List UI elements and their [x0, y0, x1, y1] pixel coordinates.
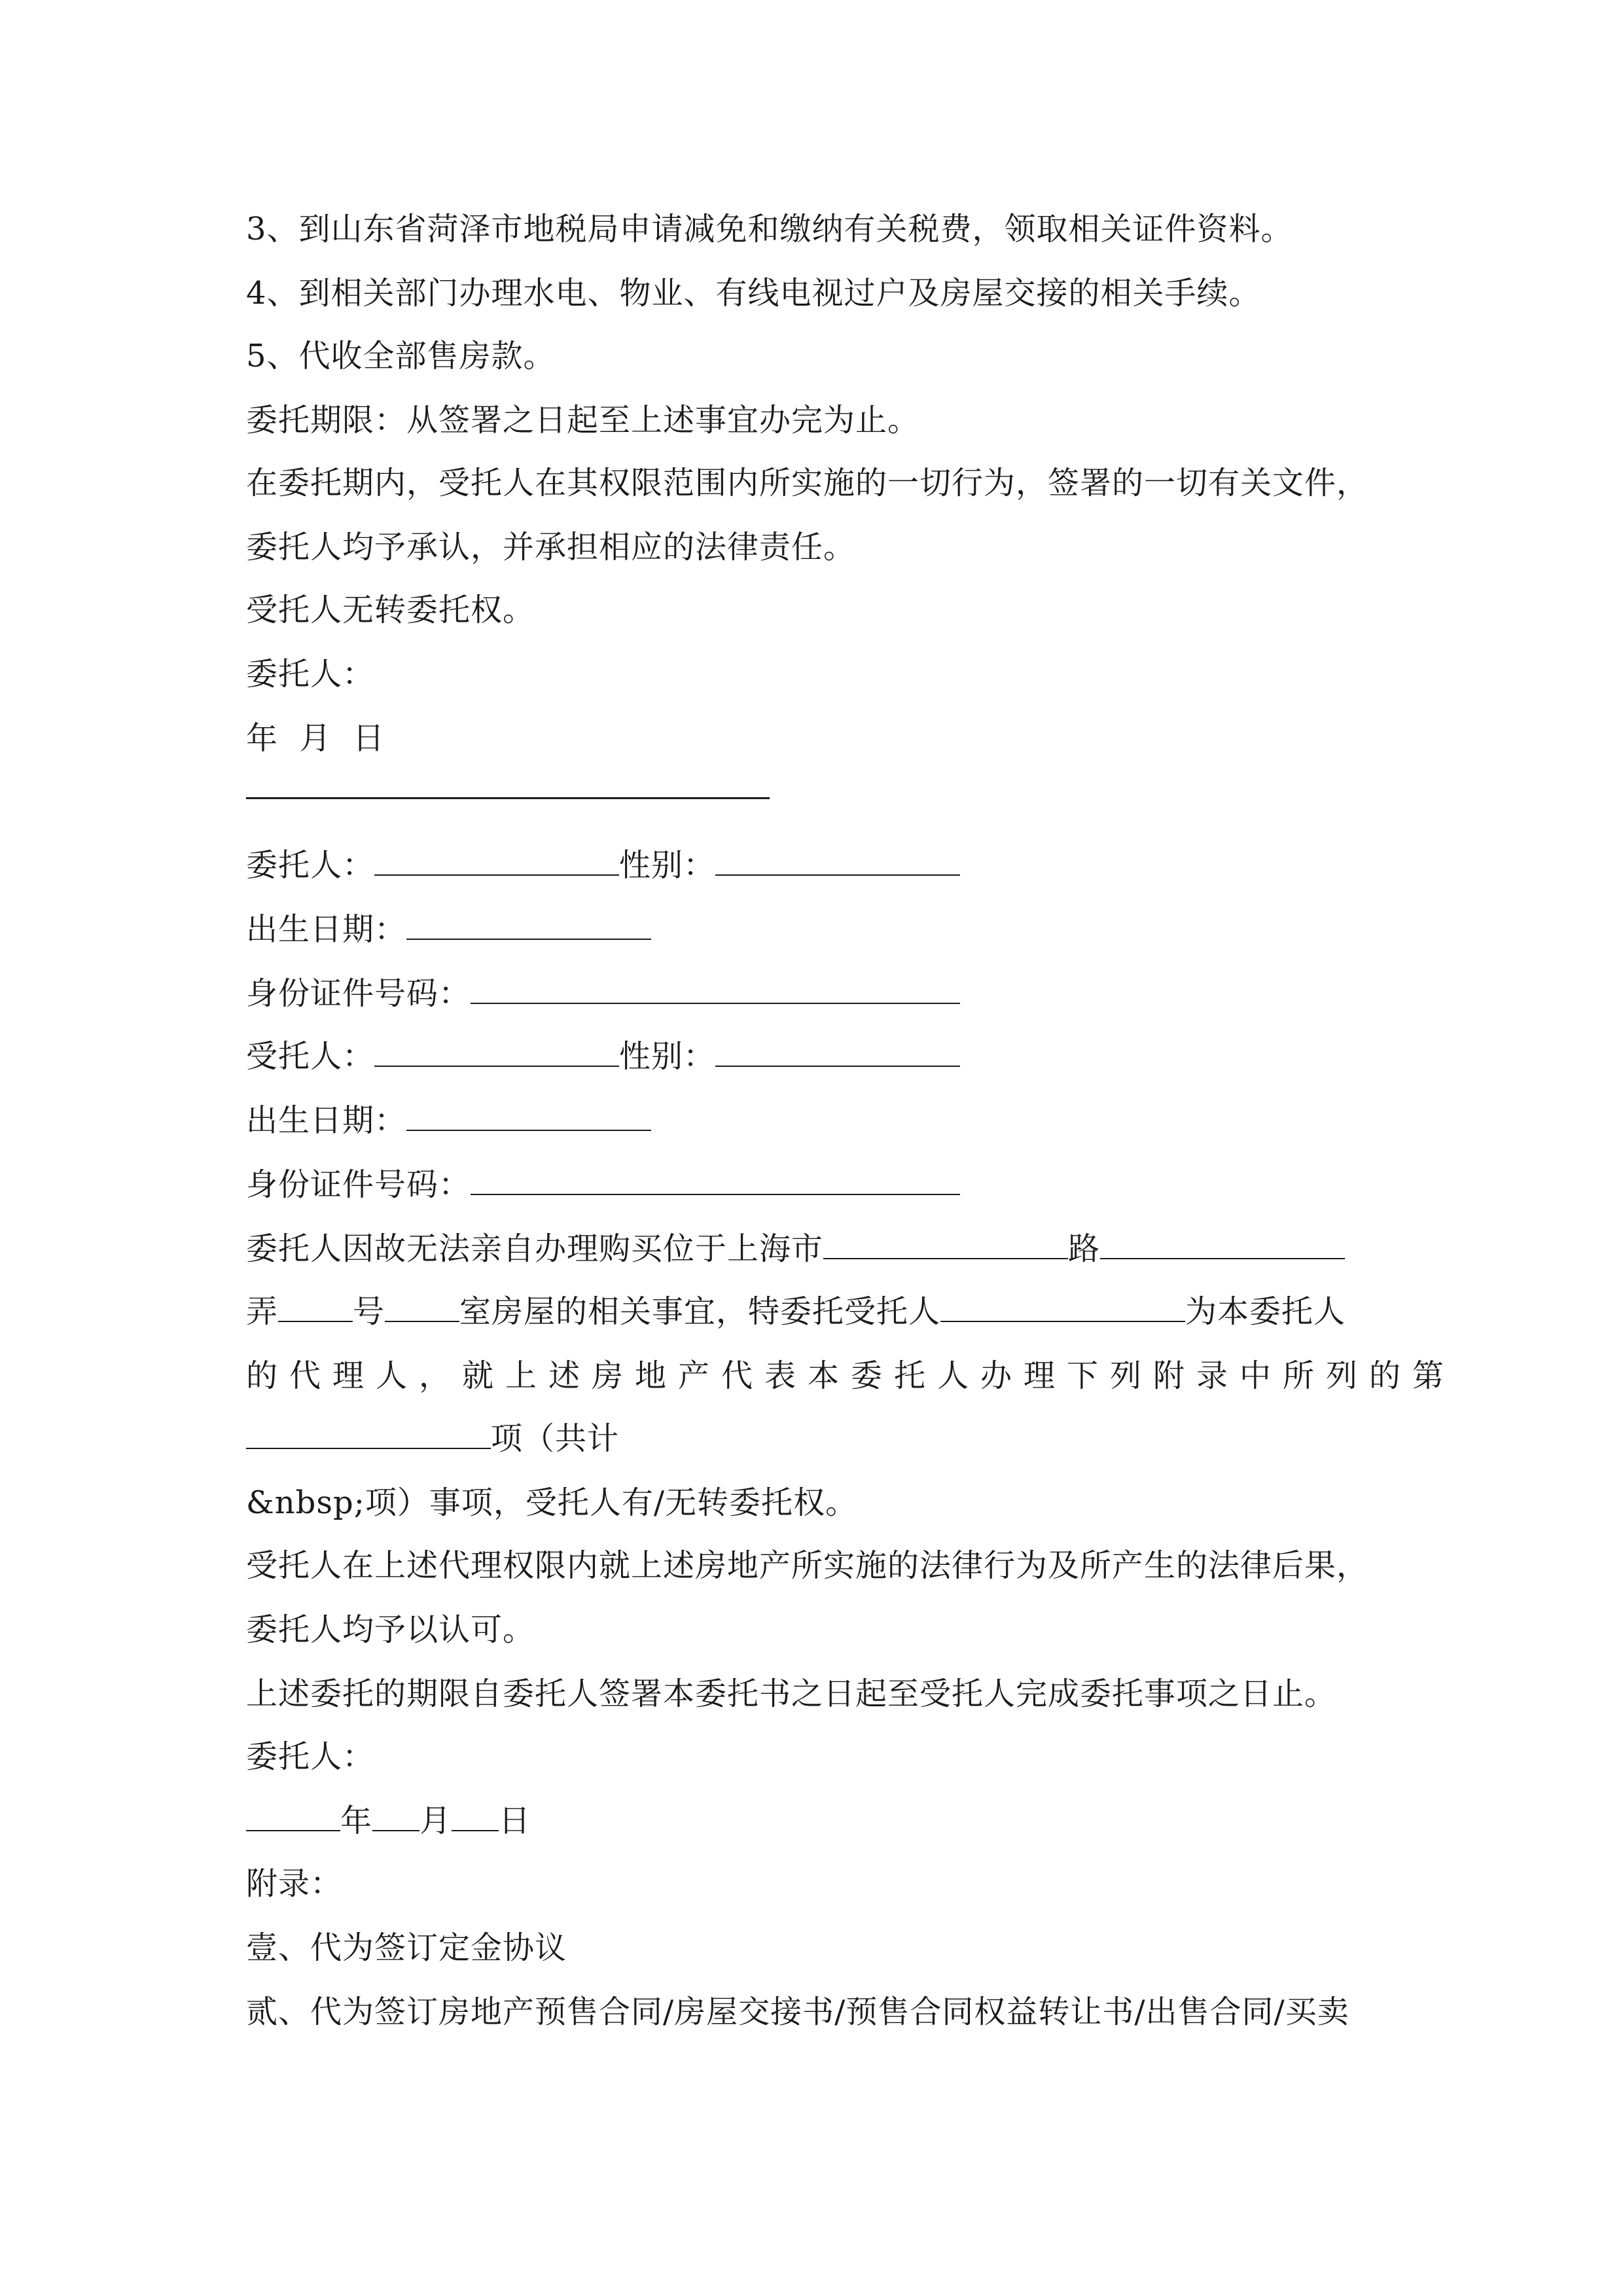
form-principal-id-row: [246, 974, 960, 1013]
form-agent-id-row: [246, 1165, 960, 1204]
principal-id-field[interactable]: [471, 974, 960, 1004]
date-line: [246, 719, 385, 758]
acknowledge-line-2: 委托人均予承认，并承担相应的法律责任。: [246, 529, 856, 565]
form-agent-row: [246, 1037, 960, 1076]
principal-signature-label-2: 委托人：: [246, 1738, 375, 1775]
appendix-item-1: 壹、代为签订定金协议: [246, 1929, 567, 1966]
agent-gender-label: 性别：: [619, 1038, 716, 1075]
day-label: 日: [499, 1803, 531, 1839]
principal-name-field[interactable]: [374, 846, 619, 876]
item-4: 4、到相关部门办理水电、物业、有线电视过户及房屋交接的相关手续。: [246, 275, 1261, 312]
para2-text-a: 委托人因故无法亲自办理购买位于上海市: [246, 1230, 824, 1267]
agent-birth-field[interactable]: [406, 1101, 651, 1131]
para2-line-2: [246, 1292, 1346, 1331]
principal-label: 委托人：: [246, 847, 375, 884]
acknowledge-line-1: 在委托期内，受托人在其权限范围内所实施的一切行为，签署的一切有关文件，: [246, 465, 1369, 501]
year-label: 年: [340, 1803, 373, 1839]
para2-line-1: [246, 1229, 1345, 1268]
birth-label: 出生日期：: [246, 911, 407, 948]
term-line: 委托期限：从签署之日起至上述事宜办完为止。: [246, 402, 920, 439]
agent-name-field[interactable]: [374, 1037, 619, 1067]
agent-id-label: 身份证件号码：: [246, 1166, 471, 1203]
gender-label: 性别：: [619, 847, 716, 884]
agent-gender-field[interactable]: [715, 1037, 960, 1067]
principal-birth-field[interactable]: [406, 910, 651, 940]
para4-line: 上述委托的期限自委托人签署本委托书之日起至受托人完成委托事项之日止。: [246, 1676, 1337, 1712]
date-line-2: [246, 1801, 531, 1840]
road-field[interactable]: [823, 1229, 1068, 1259]
date-text: 年 月 日: [246, 720, 385, 757]
agent-id-field[interactable]: [471, 1165, 960, 1195]
agent-label: 受托人：: [246, 1038, 375, 1075]
year-field[interactable]: [246, 1801, 340, 1831]
item-5: 5、代收全部售房款。: [246, 338, 556, 374]
room-text: 室房屋的相关事宜，特委托受托人: [459, 1293, 941, 1330]
para2-road-label: 路: [1068, 1230, 1101, 1267]
month-field[interactable]: [372, 1801, 419, 1831]
principal-signature-label: 委托人：: [246, 656, 375, 692]
items-field[interactable]: [246, 1419, 491, 1449]
number-label: 号: [353, 1293, 385, 1330]
appendix-item-2: 贰、代为签订房地产预售合同/房屋交接书/预售合同权益转让书/出售合同/买卖: [246, 1994, 1349, 2030]
id-label: 身份证件号码：: [246, 975, 471, 1012]
principal-gender-field[interactable]: [715, 846, 960, 876]
month-label: 月: [419, 1803, 452, 1839]
no-transfer-line: 受托人无转委托权。: [246, 592, 535, 628]
para2-line-4: [246, 1419, 619, 1458]
day-field[interactable]: [452, 1801, 499, 1831]
para3-line-2: 委托人均予以认可。: [246, 1611, 535, 1648]
items-total-text: 项（共计: [491, 1420, 620, 1457]
lane-field[interactable]: [278, 1292, 353, 1322]
item-3: 3、到山东省菏泽市地税局申请减免和缴纳有关税费，领取相关证件资料。: [246, 211, 1293, 247]
form-principal-birth-row: [246, 910, 651, 949]
para3-line-1: 受托人在上述代理权限内就上述房地产所实施的法律行为及所产生的法律后果，: [246, 1547, 1369, 1584]
agent-suffix-text: 为本委托人: [1185, 1293, 1346, 1330]
form-principal-row: [246, 846, 960, 885]
number-field[interactable]: [385, 1292, 459, 1322]
appendix-label: 附录：: [246, 1865, 343, 1902]
lane-label: 弄: [246, 1293, 279, 1330]
agent-birth-label: 出生日期：: [246, 1102, 407, 1139]
form-agent-birth-row: [246, 1101, 651, 1140]
separator-rule: [246, 797, 770, 799]
agent-name-inline-field[interactable]: [940, 1292, 1185, 1322]
road-number-field[interactable]: [1100, 1229, 1345, 1259]
para2-line-5: &nbsp;项）事项，受托人有/无转委托权。: [246, 1484, 858, 1521]
para2-line-3: 的代理人，就上述房地产代表本委托人办理下列附录中所列的第: [246, 1357, 1456, 1394]
